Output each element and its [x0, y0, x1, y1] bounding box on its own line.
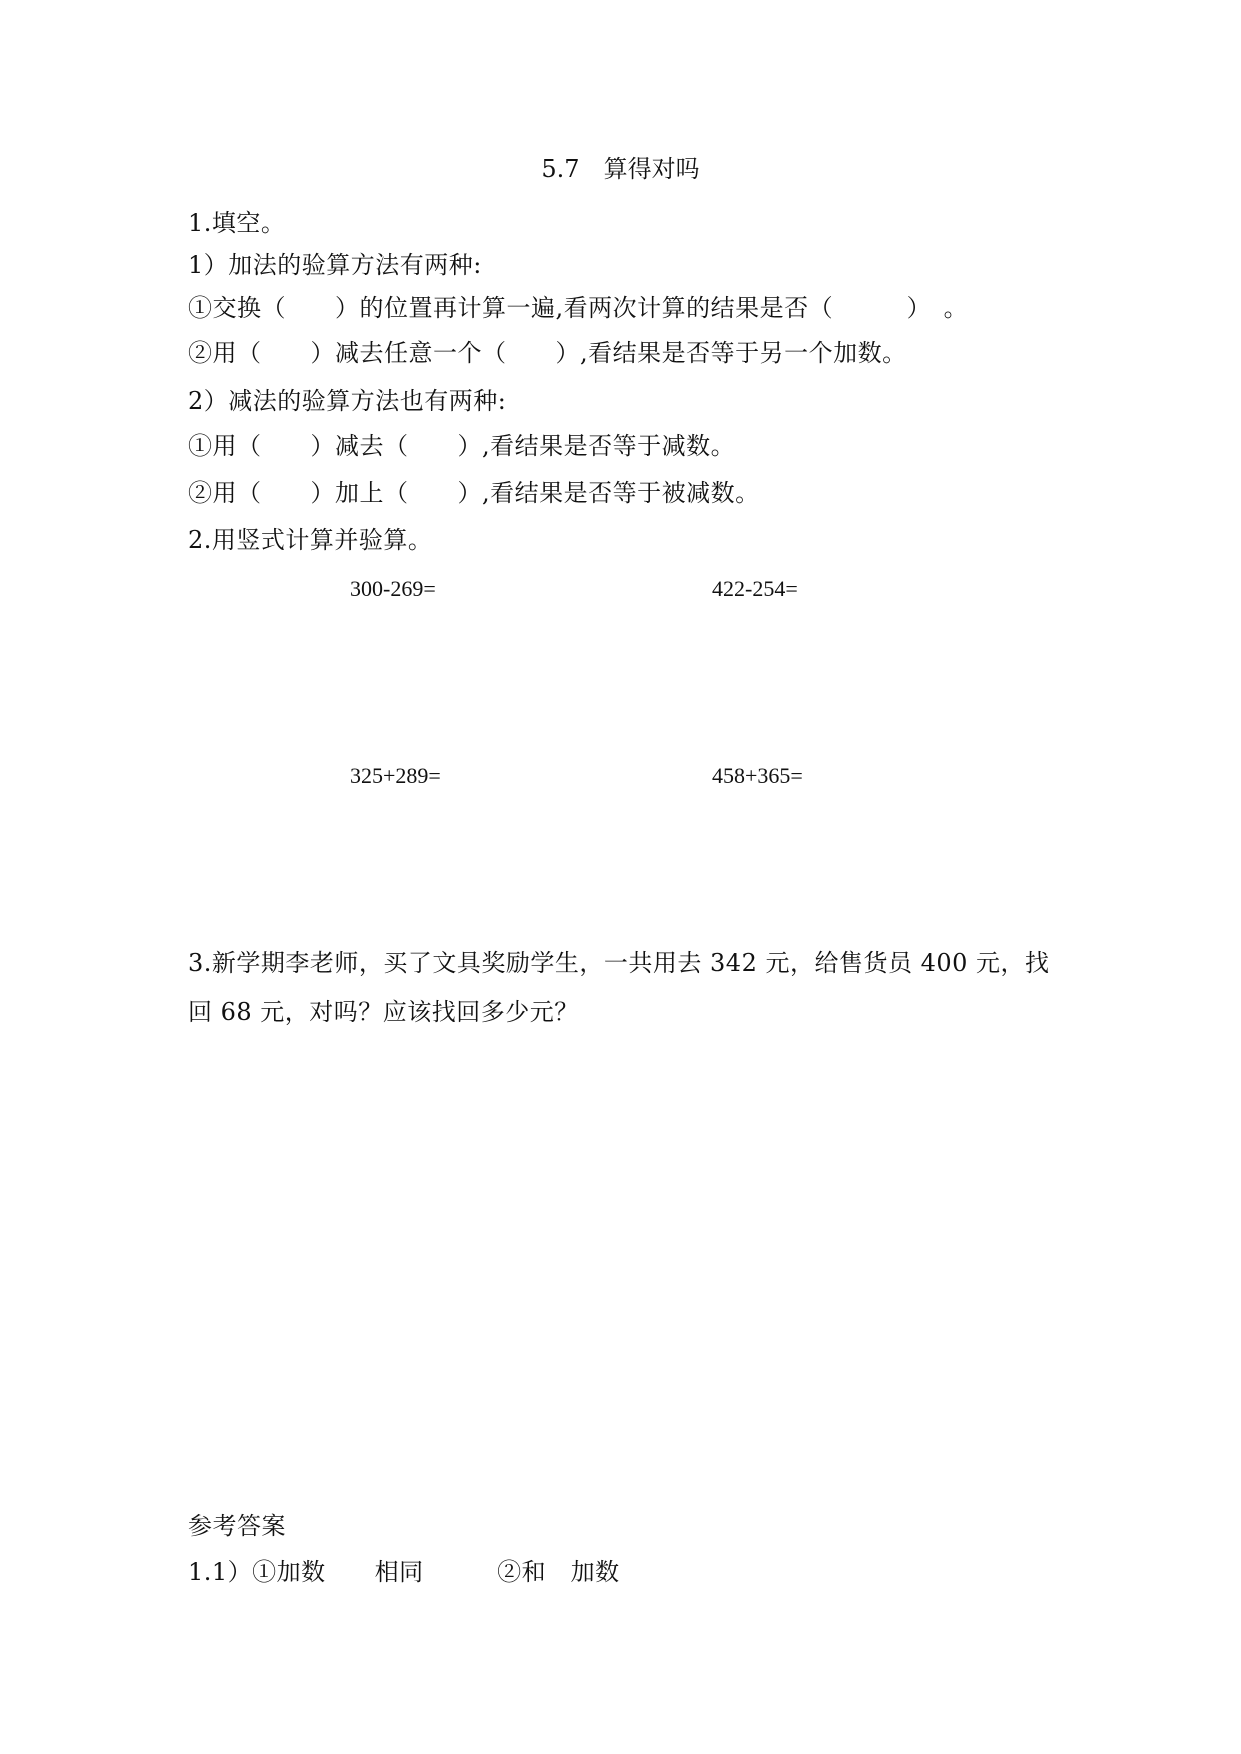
- calc-expression: 458+365=: [712, 763, 803, 788]
- q3-line-1: 3.新学期李老师，买了文具奖励学生，一共用去 342 元，给售货员 400 元，找: [188, 949, 1050, 977]
- q3-line-2: 回 68 元，对吗？应该找回多少元？: [188, 998, 579, 1026]
- q1-part1-heading: 1）加法的验算方法有两种:: [188, 251, 482, 279]
- page-title: 5.7 算得对吗: [541, 155, 700, 183]
- q1-part2-b: ②用（ ）加上（ ）,看结果是否等于被减数。: [188, 479, 760, 507]
- calc-expression: 325+289=: [350, 763, 441, 788]
- q1-heading: 1.填空。: [188, 209, 286, 237]
- q1-part2-heading: 2）减法的验算方法也有两种:: [188, 387, 507, 415]
- answers-line-1: 1.1）①加数 相同 ②和 加数: [188, 1558, 620, 1586]
- calc-expression: 422-254=: [712, 576, 798, 601]
- q1-part2-a: ①用（ ）减去（ ）,看结果是否等于减数。: [188, 432, 736, 460]
- answers-heading: 参考答案: [188, 1512, 286, 1540]
- q1-part1-a: ①交换（ ）的位置再计算一遍,看两次计算的结果是否（ ） 。: [188, 294, 969, 322]
- q1-part1-b: ②用（ ）减去任意一个（ ）,看结果是否等于另一个加数。: [188, 339, 907, 367]
- q2-heading: 2.用竖式计算并验算。: [188, 526, 433, 554]
- calc-expression: 300-269=: [350, 576, 436, 601]
